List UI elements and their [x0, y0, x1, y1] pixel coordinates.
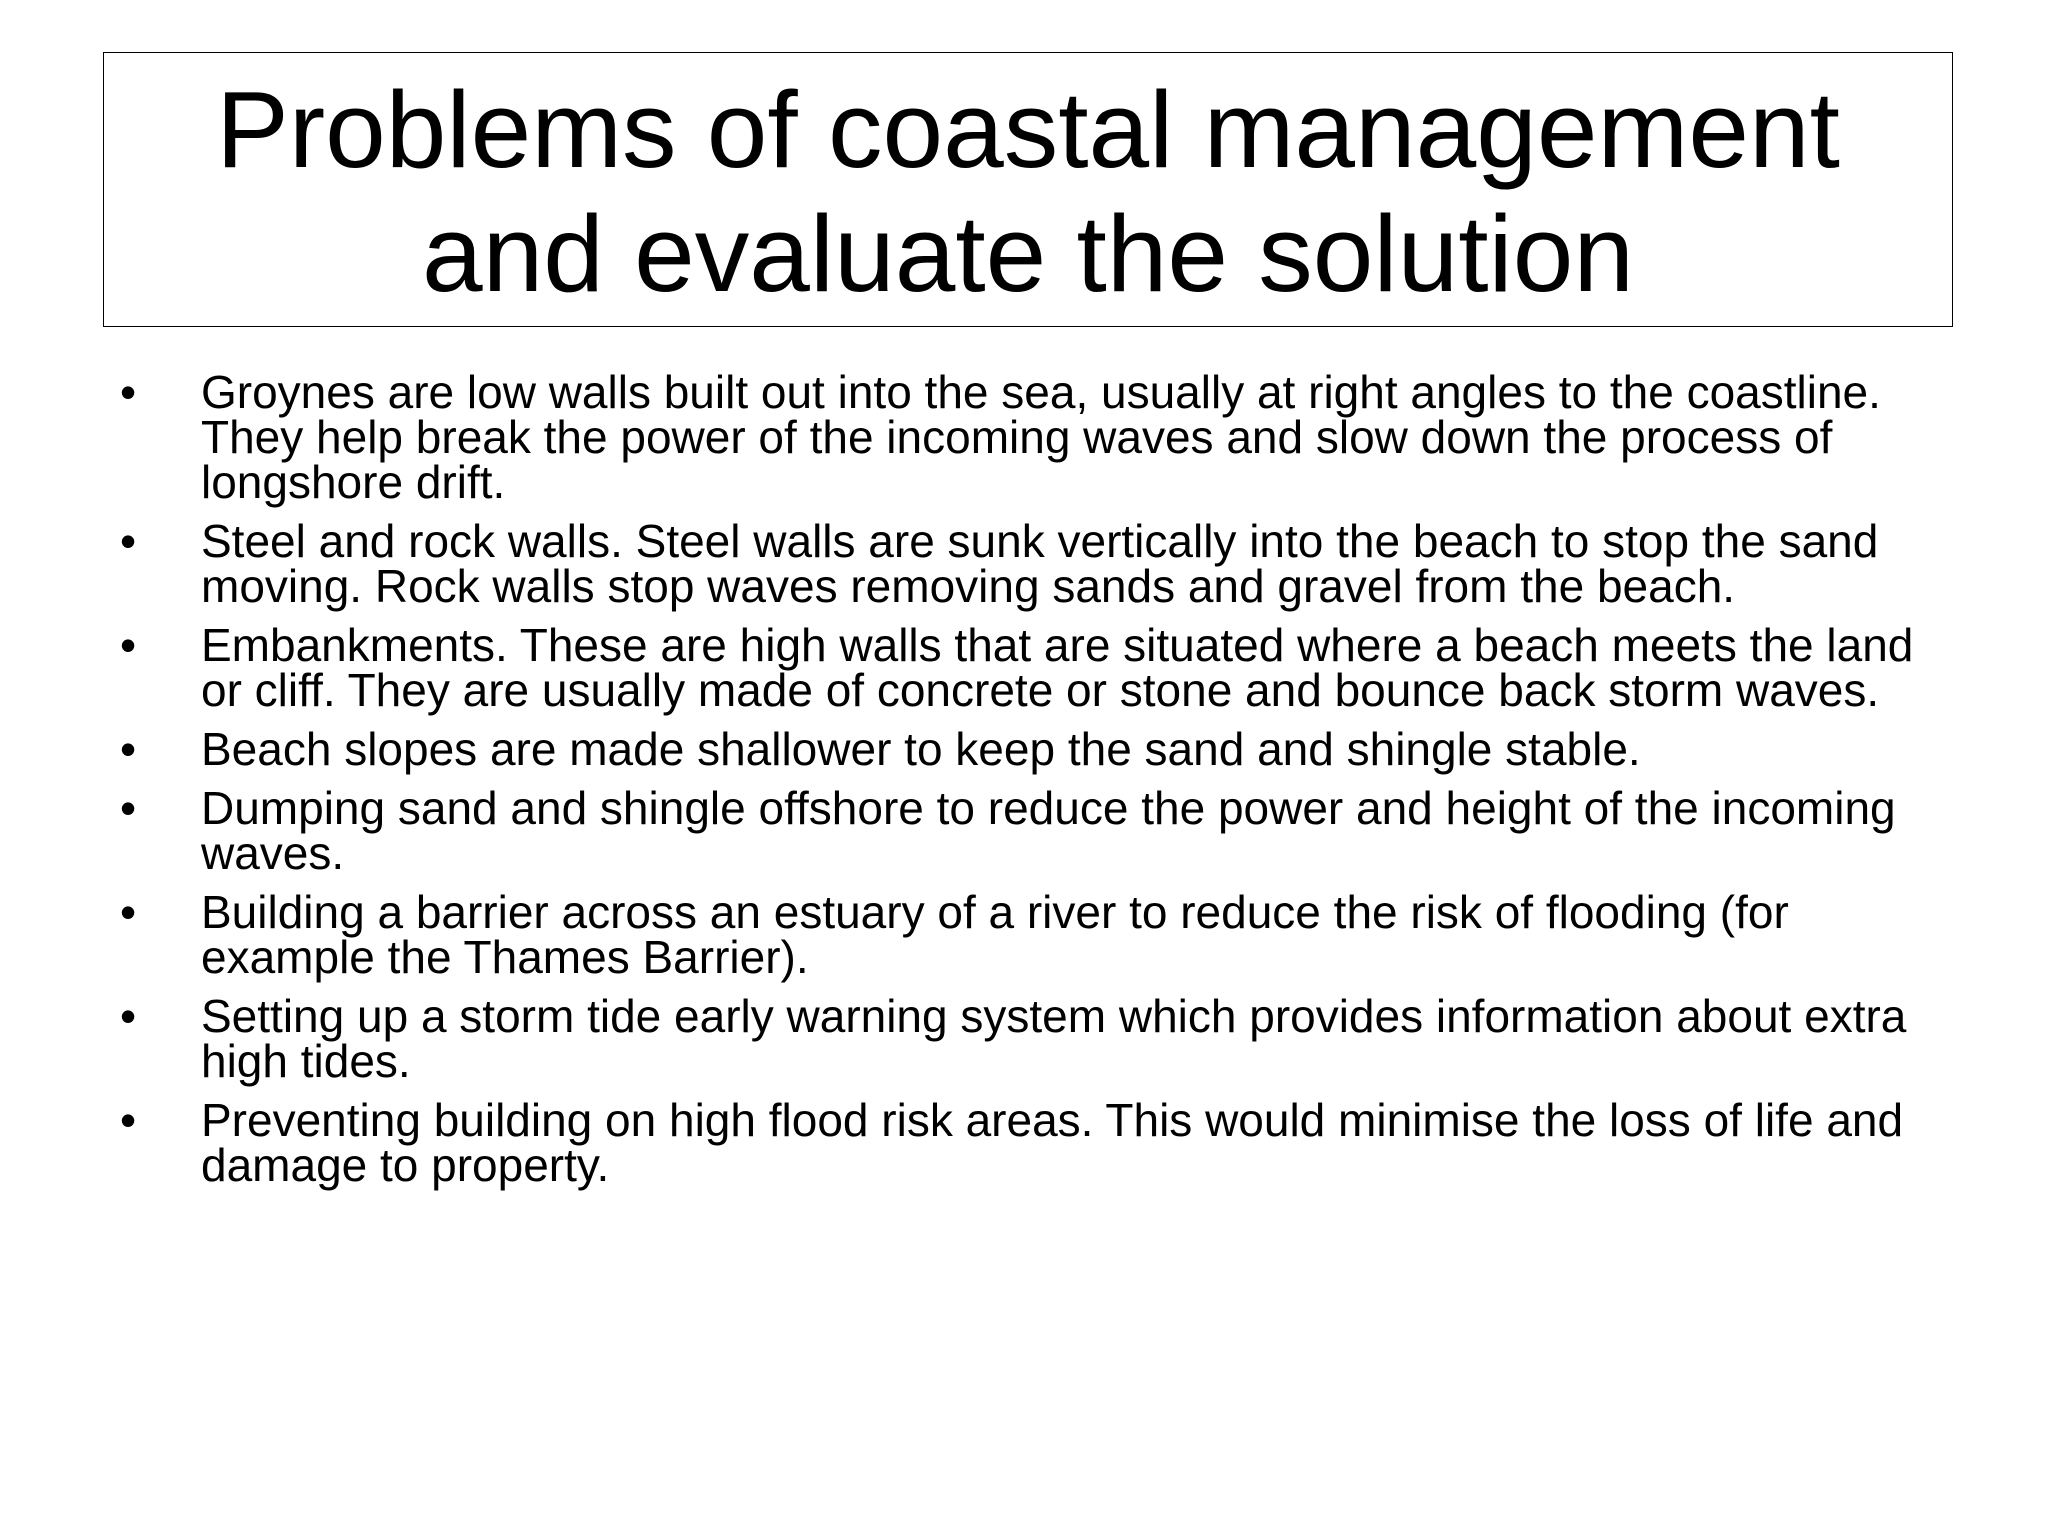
bullet-text: Groynes are low walls built out into the sea, usually at right angles to the coastline. They help break the power of the incoming waves and slow down the process of longshore drift.	[201, 366, 1881, 508]
bullet-text: Beach slopes are made shallower to keep the sand and shingle stable.	[201, 723, 1641, 775]
page-title	[216, 64, 1840, 316]
list-item	[120, 782, 1950, 879]
list-item	[120, 1094, 1950, 1191]
title-line-1: Problems of coastal management	[216, 68, 1840, 191]
bullet-icon: •	[120, 515, 137, 567]
bullet-icon: •	[120, 782, 137, 834]
list-item	[120, 619, 1950, 716]
bullet-icon: •	[120, 1094, 137, 1146]
title-line-2: and evaluate the solution	[421, 192, 1635, 315]
bullet-icon: •	[120, 990, 137, 1042]
bullet-text: Building a barrier across an estuary of a river to reduce the risk of flooding (for example the Thames Barrier).	[201, 886, 1789, 983]
bullet-text: Setting up a storm tide early warning system which provides information about extra high tides.	[201, 990, 1907, 1087]
bullet-text: Embankments. These are high walls that are situated where a beach meets the land or cliff. They are usually made of concrete or stone and bounce back storm waves.	[201, 619, 1914, 716]
bullet-text: Dumping sand and shingle offshore to reduce the power and height of the incoming waves.	[201, 782, 1896, 879]
bullet-icon: •	[120, 723, 137, 775]
bullet-text: Preventing building on high flood risk areas. This would minimise the loss of life and damage to property.	[201, 1094, 1904, 1191]
list-item	[120, 990, 1950, 1087]
bullet-text: Steel and rock walls. Steel walls are sunk vertically into the beach to stop the sand moving. Rock walls stop waves removing sands and gravel from the beach.	[201, 515, 1879, 612]
list-item	[120, 886, 1950, 983]
bullet-list	[120, 366, 1950, 1202]
list-item	[120, 723, 1950, 775]
bullet-icon: •	[120, 366, 137, 418]
list-item	[120, 366, 1950, 508]
bullet-icon: •	[120, 619, 137, 671]
list-item	[120, 515, 1950, 612]
title-box	[103, 52, 1953, 327]
bullet-icon: •	[120, 886, 137, 938]
